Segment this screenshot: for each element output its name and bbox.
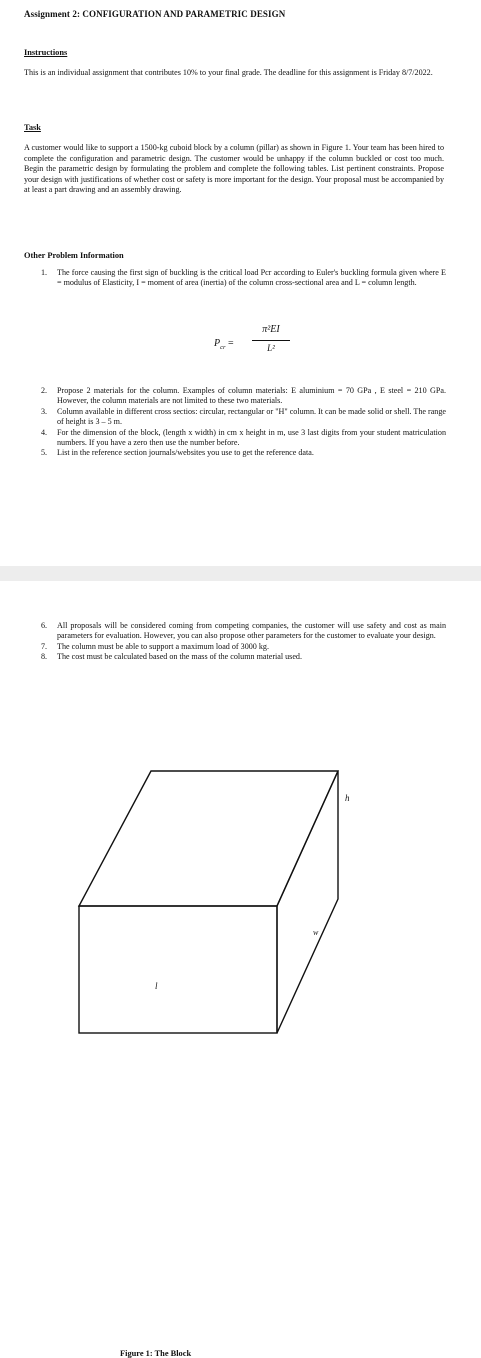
list-item-number: 1. (41, 268, 48, 277)
page-separator (0, 566, 481, 581)
list-item-text: The force causing the first sign of buckling is the critical load Pcr according to Euler's buckling formula given where E = modulus of Elasticity, I = moment of area (inertia) of the column cross-sectional area and L = column length. (57, 268, 446, 288)
block-top-face (79, 771, 338, 906)
list-item-text: The cost must be calculated based on the mass of the column material used. (57, 652, 302, 662)
document-page-2 (0, 581, 481, 1358)
instructions-heading: Instructions (24, 48, 68, 57)
block-front-face (79, 906, 277, 1033)
instructions-paragraph (24, 68, 444, 79)
formula-denominator: L² (267, 343, 275, 353)
list-item-text: For the dimension of the block, (length x width) in cm x height in m, use 3 last digits from your student matriculation numbers. If you have a zero then use the number before. (57, 427, 446, 448)
block-right-face (277, 771, 338, 1033)
list-item-number: 8. (41, 652, 48, 662)
formula-lhs: $P_{cr}$ = (214, 338, 234, 351)
list-item-text: List in the reference section journals/websites you use to get the reference data. (57, 448, 314, 458)
list-item-text: Propose 2 materials for the column. Examples of column materials: E aluminium = 70 GPa , E steel = 210 GPa. However, the column materials are not limited to these two materials. (57, 386, 446, 406)
list-item (24, 428, 446, 449)
document-page-1 (0, 0, 481, 566)
info-list-part-2 (24, 386, 446, 459)
list-item-text: All proposals will be considered coming from competing companies, the customer will use safety and cost as main parameters for evaluation. However, you can also propose other parameters for the customer to evaluate your design. (57, 621, 446, 641)
list-item-number: 7. (41, 641, 48, 651)
list-item (24, 407, 446, 428)
task-text: A customer would like to support a 1500-kg cuboid block by a column (pillar) as shown in Figure 1. Your team has been hired to complete the configuration and parametric design. The customer would be unhappy if the column buckled or cost too much. Begin the parametric design by formulating the problem and complete the following tables. List pertinent constraints. Propose your design with justifications of whether cost or safety is more important for the design. Your proposal must be accompanied by at least a part drawing and an assembly drawing. (24, 143, 444, 194)
list-item-text: The column must be able to support a maximum load of 3000 kg. (57, 641, 269, 651)
instructions-text: This is an individual assignment that contributes 10% to your final grade. The deadline for this assignment is Friday 8/7/2022. (24, 68, 433, 77)
list-item-number: 3. (41, 406, 48, 416)
task-paragraph (24, 143, 444, 196)
task-heading: Task (24, 123, 41, 132)
list-item-number: 4. (41, 427, 48, 437)
formula-fraction (252, 324, 290, 353)
height-label: h (345, 793, 350, 803)
list-item (24, 268, 446, 289)
width-label: w (313, 928, 319, 937)
list-item-number: 6. (41, 621, 48, 630)
formula-numerator: π²EI (262, 324, 280, 335)
length-label: l (155, 981, 158, 991)
list-item-text: Column available in different cross sectios: circular, rectangular or "H" column. It can be made solid or shell. The range of height is 3 – 5 m. (57, 406, 446, 427)
fraction-bar (252, 340, 290, 341)
list-item-number: 5. (41, 448, 48, 458)
list-item (24, 386, 446, 407)
list-item (24, 448, 446, 458)
list-item-number: 2. (41, 386, 48, 395)
other-info-heading: Other Problem Information (24, 251, 124, 260)
assignment-title: Assignment 2: CONFIGURATION AND PARAMETRIC DESIGN (24, 9, 286, 19)
block-figure (0, 581, 481, 1080)
info-list-part-1 (24, 268, 446, 289)
figure-caption: Figure 1: The Block (120, 1349, 192, 1358)
